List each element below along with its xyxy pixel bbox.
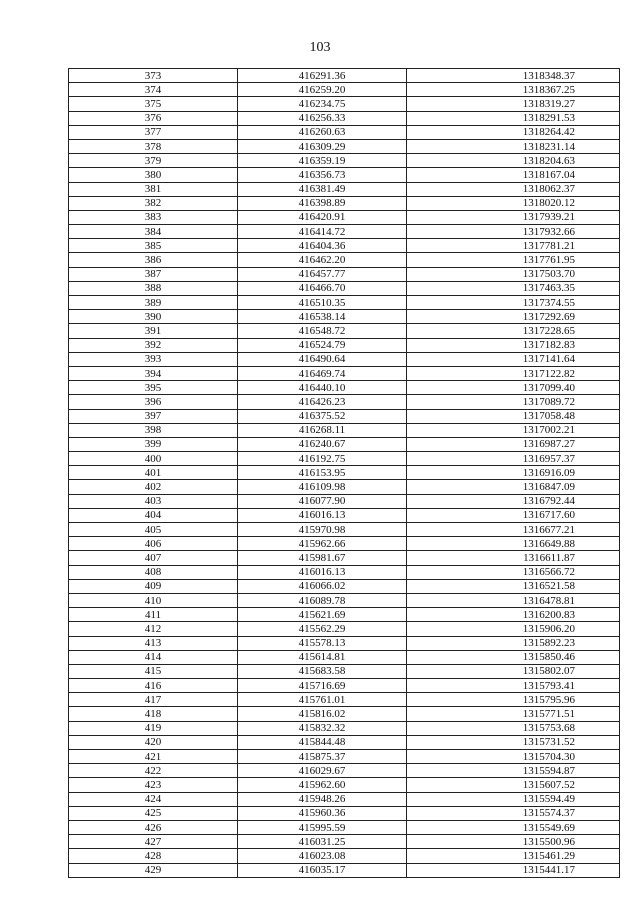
x-coordinate-cell: 415683.58	[238, 664, 407, 678]
point-number-cell: 378	[69, 139, 238, 153]
point-number-cell: 404	[69, 508, 238, 522]
x-coordinate-cell: 415832.32	[238, 721, 407, 735]
x-coordinate-cell: 416356.73	[238, 168, 407, 182]
y-coordinate-cell: 1318348.37	[407, 69, 620, 83]
point-number-cell: 424	[69, 792, 238, 806]
x-coordinate-cell: 416192.75	[238, 452, 407, 466]
table-row	[69, 310, 620, 324]
x-coordinate-cell: 415995.59	[238, 820, 407, 834]
point-number-cell: 411	[69, 608, 238, 622]
x-coordinate-cell: 416420.91	[238, 210, 407, 224]
table-row	[69, 537, 620, 551]
y-coordinate-cell: 1315441.17	[407, 863, 620, 877]
x-coordinate-cell: 416109.98	[238, 480, 407, 494]
y-coordinate-cell: 1315793.41	[407, 679, 620, 693]
table-row	[69, 253, 620, 267]
table-row	[69, 835, 620, 849]
y-coordinate-cell: 1315574.37	[407, 806, 620, 820]
y-coordinate-cell: 1316521.58	[407, 579, 620, 593]
table-row	[69, 636, 620, 650]
table-row	[69, 664, 620, 678]
table-row	[69, 593, 620, 607]
point-number-cell: 373	[69, 69, 238, 83]
x-coordinate-cell: 416414.72	[238, 225, 407, 239]
point-number-cell: 422	[69, 764, 238, 778]
table-row	[69, 494, 620, 508]
y-coordinate-cell: 1317141.64	[407, 352, 620, 366]
point-number-cell: 427	[69, 835, 238, 849]
y-coordinate-cell: 1317463.35	[407, 281, 620, 295]
x-coordinate-cell: 415981.67	[238, 551, 407, 565]
y-coordinate-cell: 1317099.40	[407, 381, 620, 395]
y-coordinate-cell: 1317781.21	[407, 239, 620, 253]
table-row	[69, 139, 620, 153]
x-coordinate-cell: 416256.33	[238, 111, 407, 125]
table-row	[69, 508, 620, 522]
point-number-cell: 380	[69, 168, 238, 182]
point-number-cell: 383	[69, 210, 238, 224]
x-coordinate-cell: 416548.72	[238, 324, 407, 338]
point-number-cell: 389	[69, 296, 238, 310]
x-coordinate-cell: 416035.17	[238, 863, 407, 877]
table-row	[69, 210, 620, 224]
table-row	[69, 267, 620, 281]
table-row	[69, 707, 620, 721]
y-coordinate-cell: 1318264.42	[407, 125, 620, 139]
x-coordinate-cell: 416240.67	[238, 437, 407, 451]
table-row	[69, 693, 620, 707]
point-number-cell: 420	[69, 735, 238, 749]
y-coordinate-cell: 1315594.49	[407, 792, 620, 806]
table-row	[69, 225, 620, 239]
point-number-cell: 409	[69, 579, 238, 593]
table-row	[69, 523, 620, 537]
x-coordinate-cell: 415761.01	[238, 693, 407, 707]
point-number-cell: 397	[69, 409, 238, 423]
x-coordinate-cell: 416381.49	[238, 182, 407, 196]
table-row	[69, 764, 620, 778]
table-row	[69, 196, 620, 210]
y-coordinate-cell: 1315731.52	[407, 735, 620, 749]
table-row	[69, 750, 620, 764]
y-coordinate-cell: 1316792.44	[407, 494, 620, 508]
table-row	[69, 452, 620, 466]
point-number-cell: 394	[69, 366, 238, 380]
table-row	[69, 679, 620, 693]
table-row	[69, 608, 620, 622]
table-row	[69, 849, 620, 863]
y-coordinate-cell: 1318291.53	[407, 111, 620, 125]
x-coordinate-cell: 416375.52	[238, 409, 407, 423]
point-number-cell: 377	[69, 125, 238, 139]
y-coordinate-cell: 1315753.68	[407, 721, 620, 735]
point-number-cell: 416	[69, 679, 238, 693]
y-coordinate-cell: 1318167.04	[407, 168, 620, 182]
y-coordinate-cell: 1318020.12	[407, 196, 620, 210]
y-coordinate-cell: 1318231.14	[407, 139, 620, 153]
coordinates-table	[68, 68, 620, 878]
x-coordinate-cell: 415970.98	[238, 523, 407, 537]
y-coordinate-cell: 1317761.95	[407, 253, 620, 267]
y-coordinate-cell: 1317503.70	[407, 267, 620, 281]
y-coordinate-cell: 1317932.66	[407, 225, 620, 239]
table-row	[69, 480, 620, 494]
table-row	[69, 466, 620, 480]
point-number-cell: 395	[69, 381, 238, 395]
point-number-cell: 384	[69, 225, 238, 239]
x-coordinate-cell: 416398.89	[238, 196, 407, 210]
point-number-cell: 401	[69, 466, 238, 480]
x-coordinate-cell: 416291.36	[238, 69, 407, 83]
point-number-cell: 419	[69, 721, 238, 735]
x-coordinate-cell: 416089.78	[238, 593, 407, 607]
y-coordinate-cell: 1315892.23	[407, 636, 620, 650]
y-coordinate-cell: 1316916.09	[407, 466, 620, 480]
y-coordinate-cell: 1316200.83	[407, 608, 620, 622]
table-row	[69, 125, 620, 139]
x-coordinate-cell: 416538.14	[238, 310, 407, 324]
y-coordinate-cell: 1316611.87	[407, 551, 620, 565]
y-coordinate-cell: 1317374.55	[407, 296, 620, 310]
table-row	[69, 409, 620, 423]
x-coordinate-cell: 416469.74	[238, 366, 407, 380]
point-number-cell: 414	[69, 650, 238, 664]
table-row	[69, 239, 620, 253]
point-number-cell: 379	[69, 154, 238, 168]
point-number-cell: 417	[69, 693, 238, 707]
table-row	[69, 792, 620, 806]
table-row	[69, 381, 620, 395]
point-number-cell: 428	[69, 849, 238, 863]
x-coordinate-cell: 416404.36	[238, 239, 407, 253]
table-row	[69, 579, 620, 593]
table-row	[69, 721, 620, 735]
y-coordinate-cell: 1316566.72	[407, 565, 620, 579]
table-row	[69, 622, 620, 636]
point-number-cell: 426	[69, 820, 238, 834]
x-coordinate-cell: 415562.29	[238, 622, 407, 636]
point-number-cell: 405	[69, 523, 238, 537]
y-coordinate-cell: 1316847.09	[407, 480, 620, 494]
point-number-cell: 407	[69, 551, 238, 565]
x-coordinate-cell: 416426.23	[238, 395, 407, 409]
point-number-cell: 413	[69, 636, 238, 650]
x-coordinate-cell: 416077.90	[238, 494, 407, 508]
point-number-cell: 398	[69, 423, 238, 437]
x-coordinate-cell: 415875.37	[238, 750, 407, 764]
y-coordinate-cell: 1317002.21	[407, 423, 620, 437]
point-number-cell: 399	[69, 437, 238, 451]
y-coordinate-cell: 1315607.52	[407, 778, 620, 792]
table-row	[69, 111, 620, 125]
point-number-cell: 400	[69, 452, 238, 466]
point-number-cell: 375	[69, 97, 238, 111]
x-coordinate-cell: 416259.20	[238, 83, 407, 97]
point-number-cell: 386	[69, 253, 238, 267]
point-number-cell: 381	[69, 182, 238, 196]
y-coordinate-cell: 1315906.20	[407, 622, 620, 636]
point-number-cell: 391	[69, 324, 238, 338]
table-row	[69, 806, 620, 820]
y-coordinate-cell: 1317089.72	[407, 395, 620, 409]
x-coordinate-cell: 416462.20	[238, 253, 407, 267]
table-row	[69, 352, 620, 366]
y-coordinate-cell: 1315461.29	[407, 849, 620, 863]
table-row	[69, 650, 620, 664]
point-number-cell: 415	[69, 664, 238, 678]
table-row	[69, 69, 620, 83]
y-coordinate-cell: 1317122.82	[407, 366, 620, 380]
point-number-cell: 425	[69, 806, 238, 820]
point-number-cell: 429	[69, 863, 238, 877]
table-row	[69, 778, 620, 792]
table-row	[69, 423, 620, 437]
x-coordinate-cell: 416016.13	[238, 508, 407, 522]
y-coordinate-cell: 1318204.63	[407, 154, 620, 168]
x-coordinate-cell: 416016.13	[238, 565, 407, 579]
point-number-cell: 396	[69, 395, 238, 409]
point-number-cell: 385	[69, 239, 238, 253]
x-coordinate-cell: 416440.10	[238, 381, 407, 395]
table-row	[69, 182, 620, 196]
y-coordinate-cell: 1316649.88	[407, 537, 620, 551]
x-coordinate-cell: 416457.77	[238, 267, 407, 281]
y-coordinate-cell: 1317058.48	[407, 409, 620, 423]
x-coordinate-cell: 416466.70	[238, 281, 407, 295]
x-coordinate-cell: 416524.79	[238, 338, 407, 352]
x-coordinate-cell: 416234.75	[238, 97, 407, 111]
point-number-cell: 412	[69, 622, 238, 636]
y-coordinate-cell: 1316677.21	[407, 523, 620, 537]
x-coordinate-cell: 415948.26	[238, 792, 407, 806]
y-coordinate-cell: 1315850.46	[407, 650, 620, 664]
point-number-cell: 408	[69, 565, 238, 579]
x-coordinate-cell: 415716.69	[238, 679, 407, 693]
x-coordinate-cell: 416029.67	[238, 764, 407, 778]
point-number-cell: 402	[69, 480, 238, 494]
point-number-cell: 392	[69, 338, 238, 352]
coordinates-table-body	[69, 69, 620, 878]
table-row	[69, 366, 620, 380]
table-row	[69, 551, 620, 565]
table-row	[69, 338, 620, 352]
point-number-cell: 421	[69, 750, 238, 764]
x-coordinate-cell: 415816.02	[238, 707, 407, 721]
x-coordinate-cell: 415960.36	[238, 806, 407, 820]
x-coordinate-cell: 415962.66	[238, 537, 407, 551]
table-row	[69, 437, 620, 451]
y-coordinate-cell: 1317939.21	[407, 210, 620, 224]
x-coordinate-cell: 416309.29	[238, 139, 407, 153]
x-coordinate-cell: 415614.81	[238, 650, 407, 664]
point-number-cell: 418	[69, 707, 238, 721]
y-coordinate-cell: 1317228.65	[407, 324, 620, 338]
point-number-cell: 382	[69, 196, 238, 210]
x-coordinate-cell: 416490.64	[238, 352, 407, 366]
y-coordinate-cell: 1318367.25	[407, 83, 620, 97]
point-number-cell: 376	[69, 111, 238, 125]
table-row	[69, 324, 620, 338]
x-coordinate-cell: 416268.11	[238, 423, 407, 437]
y-coordinate-cell: 1318062.37	[407, 182, 620, 196]
y-coordinate-cell: 1318319.27	[407, 97, 620, 111]
y-coordinate-cell: 1315549.69	[407, 820, 620, 834]
table-row	[69, 168, 620, 182]
y-coordinate-cell: 1315500.96	[407, 835, 620, 849]
table-row	[69, 863, 620, 877]
page-number: 103	[309, 40, 331, 55]
x-coordinate-cell: 416023.08	[238, 849, 407, 863]
x-coordinate-cell: 415621.69	[238, 608, 407, 622]
x-coordinate-cell: 416510.35	[238, 296, 407, 310]
point-number-cell: 390	[69, 310, 238, 324]
table-row	[69, 735, 620, 749]
table-row	[69, 820, 620, 834]
y-coordinate-cell: 1315795.96	[407, 693, 620, 707]
x-coordinate-cell: 416153.95	[238, 466, 407, 480]
table-row	[69, 565, 620, 579]
table-row	[69, 97, 620, 111]
point-number-cell: 374	[69, 83, 238, 97]
y-coordinate-cell: 1315771.51	[407, 707, 620, 721]
x-coordinate-cell: 416260.63	[238, 125, 407, 139]
point-number-cell: 410	[69, 593, 238, 607]
point-number-cell: 406	[69, 537, 238, 551]
y-coordinate-cell: 1315594.87	[407, 764, 620, 778]
point-number-cell: 403	[69, 494, 238, 508]
x-coordinate-cell: 416031.25	[238, 835, 407, 849]
table-row	[69, 395, 620, 409]
y-coordinate-cell: 1316717.60	[407, 508, 620, 522]
y-coordinate-cell: 1316957.37	[407, 452, 620, 466]
y-coordinate-cell: 1315802.07	[407, 664, 620, 678]
y-coordinate-cell: 1315704.30	[407, 750, 620, 764]
point-number-cell: 388	[69, 281, 238, 295]
x-coordinate-cell: 415962.60	[238, 778, 407, 792]
x-coordinate-cell: 415844.48	[238, 735, 407, 749]
y-coordinate-cell: 1317292.69	[407, 310, 620, 324]
point-number-cell: 393	[69, 352, 238, 366]
y-coordinate-cell: 1317182.83	[407, 338, 620, 352]
x-coordinate-cell: 415578.13	[238, 636, 407, 650]
table-row	[69, 83, 620, 97]
x-coordinate-cell: 416066.02	[238, 579, 407, 593]
point-number-cell: 387	[69, 267, 238, 281]
y-coordinate-cell: 1316987.27	[407, 437, 620, 451]
y-coordinate-cell: 1316478.81	[407, 593, 620, 607]
x-coordinate-cell: 416359.19	[238, 154, 407, 168]
table-row	[69, 296, 620, 310]
table-row	[69, 154, 620, 168]
table-row	[69, 281, 620, 295]
point-number-cell: 423	[69, 778, 238, 792]
